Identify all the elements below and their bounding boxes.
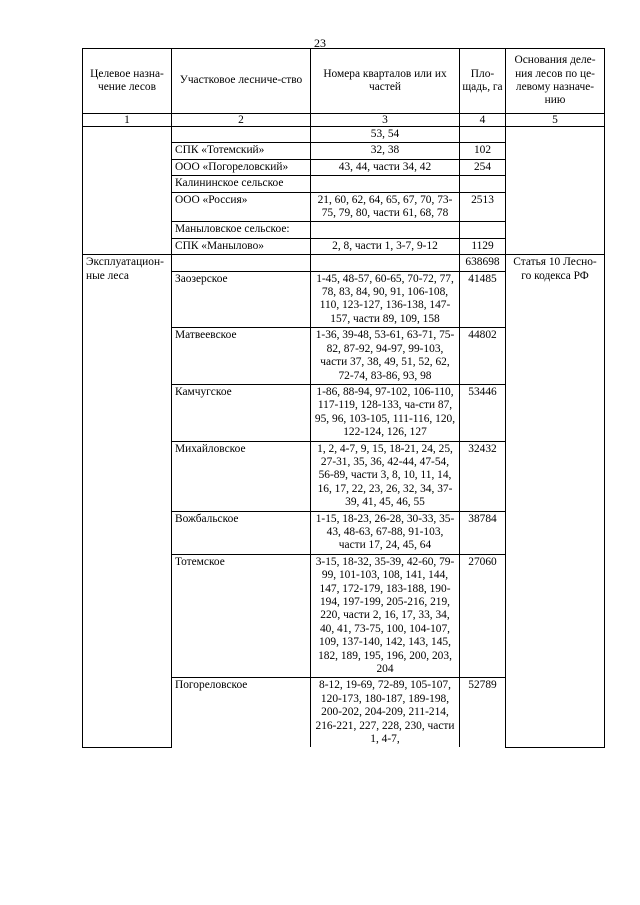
area-cell: 2513 [460,192,506,222]
quarters-cell: 2, 8, части 1, 3-7, 9-12 [311,238,460,254]
quarters-cell: 21, 60, 62, 64, 65, 67, 70, 73-75, 79, 80, части 61, 68, 78 [311,192,460,222]
header-quarters: Номера кварталов или их частей [311,49,460,114]
forestry-cell [172,255,311,271]
forestry-cell: ООО «Россия» [172,192,311,222]
quarters-cell [311,176,460,192]
area-cell: 44802 [460,328,506,385]
quarters-cell: 1-45, 48-57, 60-65, 70-72, 77, 78, 83, 84, 90, 91, 106-108, 110, 123-127, 136-138, 147-157, части 89, 109, 158 [311,271,460,328]
forestry-cell: Михайловское [172,441,311,511]
quarters-cell: 32, 38 [311,143,460,159]
forestry-cell: Маныловское сельское: [172,222,311,238]
basis-cell: Статья 10 Лесно-го кодекса РФ [506,255,605,748]
column-number: 4 [460,114,506,127]
purpose-cell [83,127,172,255]
area-cell: 52789 [460,678,506,748]
area-cell: 32432 [460,441,506,511]
forestry-cell: СПК «Тотемский» [172,143,311,159]
area-cell: 53446 [460,384,506,441]
header-purpose: Целевое назна-чение лесов [83,49,172,114]
quarters-cell: 3-15, 18-32, 35-39, 42-60, 79-99, 101-103, 108, 141, 144, 147, 172-179, 183-188, 190-194, 197-199, 205-216, 219, 220, части 2, 16, 17, 33, 34, 40, 41, 73-75, 100, 104-107, 109, 137-140, 142, 143, 145, 182, 189, 195, 196, 200, 203, 204 [311,554,460,678]
area-cell: 27060 [460,554,506,678]
table-row [83,255,605,271]
column-number: 1 [83,114,172,127]
area-cell: 38784 [460,511,506,554]
area-cell [460,176,506,192]
column-number: 5 [506,114,605,127]
quarters-cell [311,222,460,238]
forest-purpose-table [82,48,605,748]
forestry-cell: ООО «Погореловский» [172,159,311,175]
forestry-cell: Погореловское [172,678,311,748]
area-cell: 102 [460,143,506,159]
area-cell [460,127,506,143]
area-cell: 41485 [460,271,506,328]
header-area: Пло-щадь, га [460,49,506,114]
basis-cell [506,127,605,255]
quarters-cell: 8-12, 19-69, 72-89, 105-107, 120-173, 180-187, 189-198, 200-202, 204-209, 211-214, 216-221, 227, 228, 230, части 1, 4-7, [311,678,460,748]
quarters-cell [311,255,460,271]
area-cell [460,222,506,238]
table-row [83,127,605,143]
area-cell: 1129 [460,238,506,254]
column-number: 2 [172,114,311,127]
table-header-row [83,49,605,114]
area-cell: 254 [460,159,506,175]
area-total-cell: 638698 [460,255,506,271]
quarters-cell: 53, 54 [311,127,460,143]
forestry-cell: СПК «Манылово» [172,238,311,254]
purpose-cell: Эксплуатацион-ные леса [83,255,172,748]
column-number-row [83,114,605,127]
page-number: 23 [314,36,326,50]
column-number: 3 [311,114,460,127]
header-forestry: Участковое лесниче-ство [172,49,311,114]
forestry-cell: Камчугское [172,384,311,441]
quarters-cell: 43, 44, части 34, 42 [311,159,460,175]
quarters-cell: 1-36, 39-48, 53-61, 63-71, 75-82, 87-92, 94-97, 99-103, части 37, 38, 49, 51, 52, 62, 72-74, 83-86, 93, 98 [311,328,460,385]
quarters-cell: 1-15, 18-23, 26-28, 30-33, 35-43, 48-63, 67-88, 91-103, части 17, 24, 45, 64 [311,511,460,554]
quarters-cell: 1, 2, 4-7, 9, 15, 18-21, 24, 25, 27-31, 35, 36, 42-44, 47-54, 56-89, части 3, 8, 10, 11, 14, 16, 17, 22, 23, 26, 32, 34, 37-39, 41, 45, 46, 55 [311,441,460,511]
forestry-cell: Калининское сельское [172,176,311,192]
forestry-cell: Тотемское [172,554,311,678]
forestry-cell [172,127,311,143]
forestry-cell: Вожбальское [172,511,311,554]
forestry-cell: Матвеевское [172,328,311,385]
header-basis: Основания деле-ния лесов по це-левому назначе-нию [506,49,605,114]
forestry-cell: Заозерское [172,271,311,328]
quarters-cell: 1-86, 88-94, 97-102, 106-110, 117-119, 128-133, ча-сти 87, 95, 96, 103-105, 111-116, 120, 122-124, 126, 127 [311,384,460,441]
